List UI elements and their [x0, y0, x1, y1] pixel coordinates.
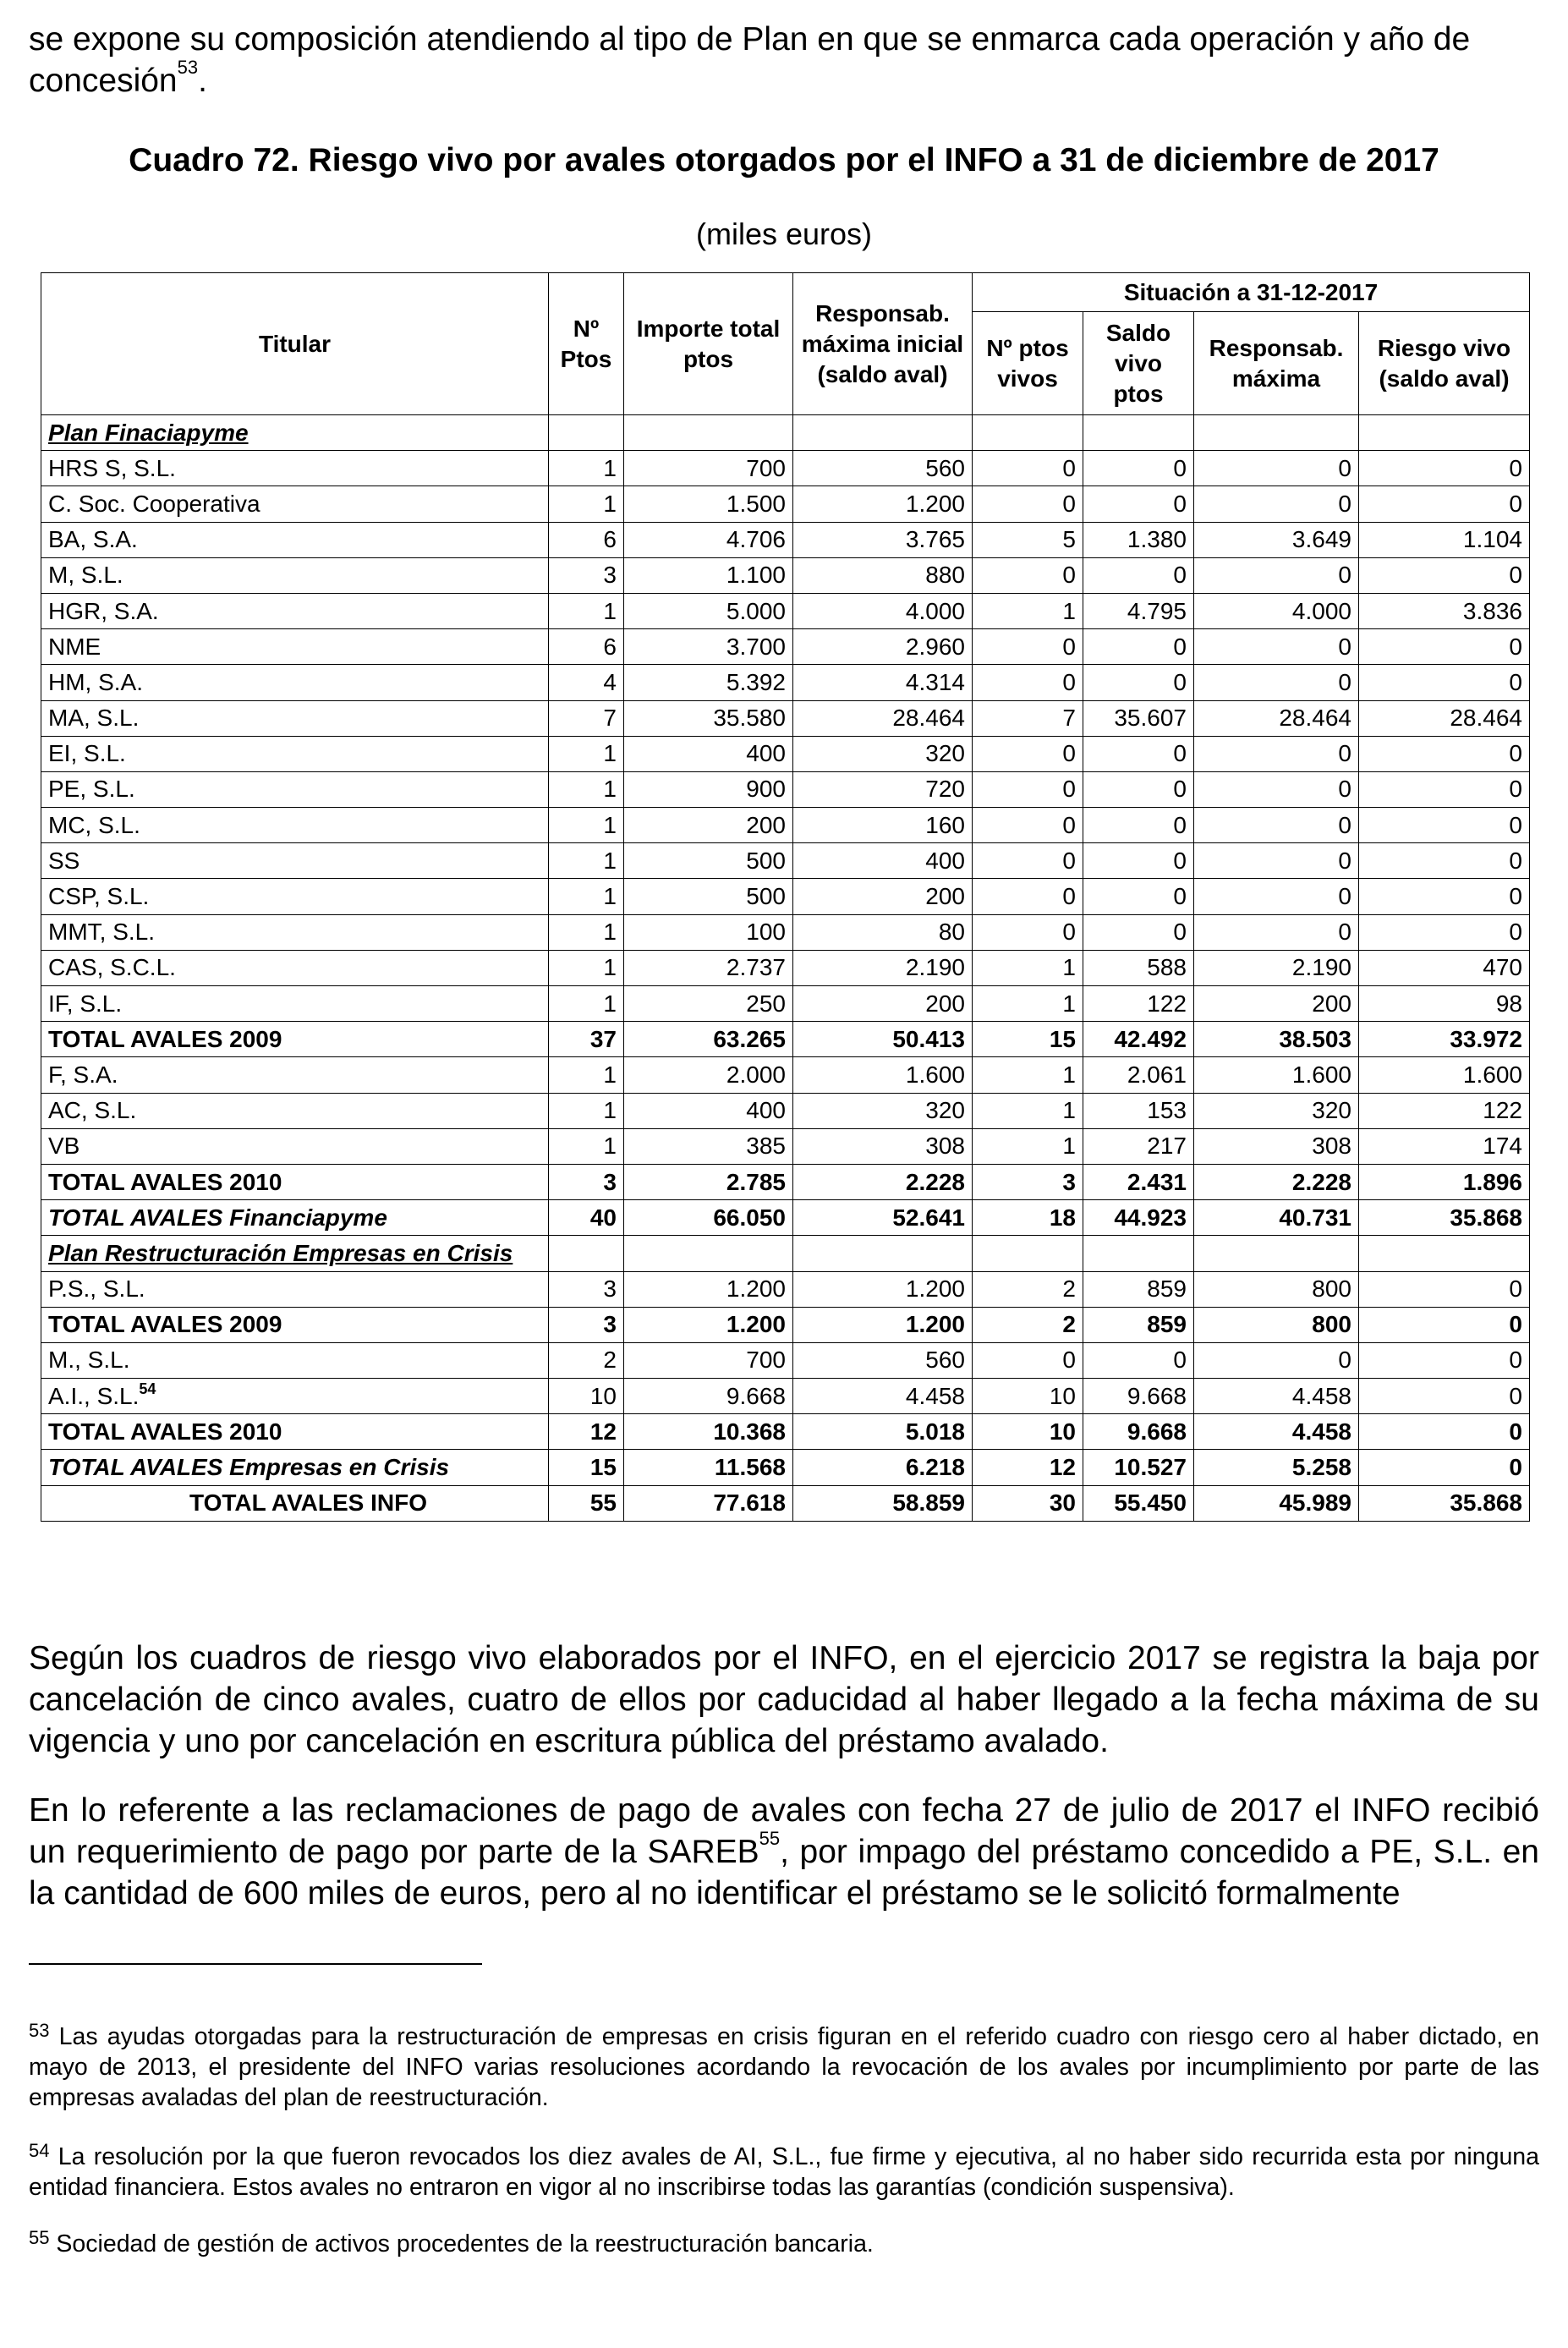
cell-value: 200 — [624, 808, 793, 843]
cell-value: 0 — [1359, 771, 1530, 807]
table-row — [41, 629, 1530, 665]
table-row — [41, 1379, 1530, 1414]
cell-value: 500 — [624, 879, 793, 914]
total-row — [41, 1307, 1530, 1342]
table-row — [41, 843, 1530, 879]
total-row — [41, 1164, 1530, 1199]
cell-value: 0 — [1083, 771, 1194, 807]
cell-titular: EI, S.L. — [41, 736, 549, 771]
table-caption: Cuadro 72. Riesgo vivo por avales otorgados por el INFO a 31 de diciembre de 2017 — [129, 142, 1439, 178]
cell-value: 77.618 — [624, 1485, 793, 1521]
table-row — [41, 700, 1530, 736]
cell-value: 400 — [624, 1093, 793, 1128]
cell-value: 50.413 — [793, 1022, 973, 1057]
cell-value: 0 — [973, 665, 1083, 700]
cell-titular: PE, S.L. — [41, 771, 549, 807]
cell-value: 308 — [1194, 1128, 1359, 1164]
cell-value: 12 — [549, 1414, 624, 1450]
cell-value: 160 — [793, 808, 973, 843]
cell-value: 63.265 — [624, 1022, 793, 1057]
cell-value: 15 — [549, 1450, 624, 1485]
cell-value: 308 — [793, 1128, 973, 1164]
paragraph-cancelaciones: Según los cuadros de riesgo vivo elaborados por el INFO, en el ejercicio 2017 se registra la baja por cancelación de cinco avales, cuatro de ellos por caducidad al haber llegado a la fecha máxima de su vigencia y uno por cancelación en escritura pública del préstamo avalado. — [29, 1640, 1539, 1759]
cell-value: 0 — [1194, 1342, 1359, 1378]
cell-value: 700 — [624, 1342, 793, 1378]
cell-value: 122 — [1359, 1093, 1530, 1128]
cell-value: 0 — [1359, 1342, 1530, 1378]
cell-value: 37 — [549, 1022, 624, 1057]
cell-value: 0 — [1359, 1450, 1530, 1485]
cell-value: 1 — [549, 808, 624, 843]
cell-value: 1 — [549, 1128, 624, 1164]
cell-value: 0 — [1194, 629, 1359, 665]
cell-value: 3 — [549, 1164, 624, 1199]
cell-value: 0 — [973, 1342, 1083, 1378]
cell-value: 2.228 — [1194, 1164, 1359, 1199]
table-row — [41, 771, 1530, 807]
cell-value: 15 — [973, 1022, 1083, 1057]
cell-titular: TOTAL AVALES 2010 — [41, 1414, 549, 1450]
cell-value: 1 — [549, 486, 624, 522]
cell-value: 44.923 — [1083, 1200, 1194, 1236]
cell-value: 38.503 — [1194, 1022, 1359, 1057]
cell-value: 2.785 — [624, 1164, 793, 1199]
table-row — [41, 986, 1530, 1022]
cell-titular: NME — [41, 629, 549, 665]
cell-value: 1.200 — [793, 486, 973, 522]
cell-value: 1 — [549, 986, 624, 1022]
table-row — [41, 593, 1530, 628]
cell-value: 900 — [624, 771, 793, 807]
cell-value: 0 — [1194, 736, 1359, 771]
cell-titular: TOTAL AVALES 2010 — [41, 1164, 549, 1199]
cell-titular: CSP, S.L. — [41, 879, 549, 914]
cell-value: 320 — [1194, 1093, 1359, 1128]
cell-value: 800 — [1194, 1307, 1359, 1342]
cell-titular: TOTAL AVALES 2009 — [41, 1022, 549, 1057]
cell-value: 0 — [1194, 914, 1359, 950]
cell-value: 1 — [973, 1057, 1083, 1093]
cell-value: 859 — [1083, 1307, 1194, 1342]
header-resp-maxima: Responsab. máxima — [1194, 312, 1359, 415]
cell-value: 40.731 — [1194, 1200, 1359, 1236]
cell-value: 0 — [973, 914, 1083, 950]
cell-value: 4.000 — [793, 593, 973, 628]
cell-value: 2.061 — [1083, 1057, 1194, 1093]
cell-value: 5 — [973, 522, 1083, 557]
header-n-ptos: Nº Ptos — [549, 273, 624, 415]
table-row — [41, 557, 1530, 593]
cell-titular: A.I., S.L.$^{54}$ — [41, 1379, 549, 1414]
cell-value: 11.568 — [624, 1450, 793, 1485]
cell-value: 3 — [549, 1307, 624, 1342]
cell-value: 0 — [1083, 843, 1194, 879]
cell-value: 1 — [973, 593, 1083, 628]
cell-value: 1 — [549, 451, 624, 486]
header-saldo-vivo: Saldo vivo ptos — [1083, 312, 1194, 415]
cell-value: 0 — [1359, 451, 1530, 486]
cell-value: 28.464 — [1359, 700, 1530, 736]
cell-value: 45.989 — [1194, 1485, 1359, 1521]
cell-value: 5.392 — [624, 665, 793, 700]
footnote-53: $^{53}$ Las ayudas otorgadas para la restructuración de empresas en crisis figuran en el referido cuadro con riesgo cero al haber dictado, en mayo de 2013, el presidente del INFO varias resoluciones acordando la revocación de los avales por incumplimiento por parte de las empresas avaladas del plan de reestructuración. — [29, 2020, 1539, 2111]
header-resp-inicial: Responsab. máxima inicial (saldo aval) — [793, 273, 973, 415]
cell-value: 1 — [549, 1093, 624, 1128]
cell-value: 5.018 — [793, 1414, 973, 1450]
cell-value: 0 — [1083, 486, 1194, 522]
cell-value: 4.458 — [793, 1379, 973, 1414]
cell-value: 2.431 — [1083, 1164, 1194, 1199]
cell-value: 1 — [549, 879, 624, 914]
cell-value: 0 — [1083, 1342, 1194, 1378]
cell-titular: BA, S.A. — [41, 522, 549, 557]
cell-value: 1.380 — [1083, 522, 1194, 557]
cell-value: 35.580 — [624, 700, 793, 736]
table-row — [41, 1128, 1530, 1164]
cell-value: 0 — [1083, 451, 1194, 486]
footnote-ref-55[interactable]: 55 — [759, 1828, 781, 1849]
table-body — [41, 415, 1530, 1522]
cell-value: 0 — [1359, 557, 1530, 593]
cell-value: 122 — [1083, 986, 1194, 1022]
cell-value: 200 — [1194, 986, 1359, 1022]
total-row — [41, 1414, 1530, 1450]
cell-value: 0 — [1359, 736, 1530, 771]
footnote-ref-54[interactable]: 54 — [139, 1380, 156, 1397]
grand-total-row — [41, 1485, 1530, 1521]
cell-value: 1.896 — [1359, 1164, 1530, 1199]
section-title: Plan Restructuración Empresas en Crisis — [41, 1236, 549, 1271]
cell-value: 0 — [1359, 843, 1530, 879]
cell-titular: MA, S.L. — [41, 700, 549, 736]
table-row — [41, 1342, 1530, 1378]
cell-value: 0 — [1359, 629, 1530, 665]
cell-value: 12 — [973, 1450, 1083, 1485]
cell-value: 0 — [1359, 665, 1530, 700]
cell-value: 10.368 — [624, 1414, 793, 1450]
cell-value: 1 — [973, 1093, 1083, 1128]
cell-value: 320 — [793, 1093, 973, 1128]
table-row — [41, 1093, 1530, 1128]
cell-value: 5.258 — [1194, 1450, 1359, 1485]
table-row — [41, 1057, 1530, 1093]
cell-value: 98 — [1359, 986, 1530, 1022]
cell-value: 66.050 — [624, 1200, 793, 1236]
cell-value: 0 — [973, 451, 1083, 486]
cell-value: 33.972 — [1359, 1022, 1530, 1057]
cell-value: 1 — [549, 950, 624, 985]
cell-value: 4.706 — [624, 522, 793, 557]
cell-value: 0 — [1083, 914, 1194, 950]
cell-value: 3.649 — [1194, 522, 1359, 557]
cell-value: 1.600 — [793, 1057, 973, 1093]
cell-value: 4.795 — [1083, 593, 1194, 628]
cell-value: 1 — [549, 1057, 624, 1093]
cell-value: 0 — [1359, 1307, 1530, 1342]
cell-value: 1 — [973, 950, 1083, 985]
table-row — [41, 522, 1530, 557]
cell-value: 588 — [1083, 950, 1194, 985]
cell-value: 1.200 — [793, 1271, 973, 1307]
cell-value: 1.200 — [793, 1307, 973, 1342]
section-row — [41, 1236, 1530, 1271]
header-titular: Titular — [41, 273, 549, 415]
table-row — [41, 950, 1530, 985]
cell-titular: HGR, S.A. — [41, 593, 549, 628]
cell-value: 320 — [793, 736, 973, 771]
cell-value: 1 — [549, 736, 624, 771]
cell-value: 9.668 — [1083, 1379, 1194, 1414]
cell-value: 35.868 — [1359, 1485, 1530, 1521]
cell-value: 40 — [549, 1200, 624, 1236]
cell-value: 4.458 — [1194, 1414, 1359, 1450]
cell-titular: TOTAL AVALES INFO — [41, 1485, 549, 1521]
cell-value: 0 — [973, 557, 1083, 593]
cell-value: 250 — [624, 986, 793, 1022]
cell-value: 0 — [973, 879, 1083, 914]
cell-value: 2.190 — [1194, 950, 1359, 985]
cell-value: 2.190 — [793, 950, 973, 985]
cell-value: 0 — [973, 736, 1083, 771]
cell-titular: TOTAL AVALES 2009 — [41, 1307, 549, 1342]
cell-value: 7 — [973, 700, 1083, 736]
cell-value: 1 — [973, 986, 1083, 1022]
section-title: Plan Finaciapyme — [41, 415, 549, 451]
cell-value: 0 — [1359, 1414, 1530, 1450]
table-row — [41, 879, 1530, 914]
cell-value: 6 — [549, 629, 624, 665]
cell-value: 0 — [1083, 629, 1194, 665]
footnote-55: $^{55}$ Sociedad de gestión de activos procedentes de la reestructuración bancaria. — [29, 2227, 874, 2257]
cell-value: 200 — [793, 986, 973, 1022]
cell-value: 1.200 — [624, 1271, 793, 1307]
header-riesgo-vivo: Riesgo vivo (saldo aval) — [1359, 312, 1530, 415]
table-row — [41, 665, 1530, 700]
cell-value: 2 — [973, 1271, 1083, 1307]
table-row — [41, 486, 1530, 522]
cell-value: 4 — [549, 665, 624, 700]
cell-value: 7 — [549, 700, 624, 736]
cell-value: 1 — [549, 771, 624, 807]
cell-value: 800 — [1194, 1271, 1359, 1307]
cell-value: 9.668 — [1083, 1414, 1194, 1450]
cell-titular: F, S.A. — [41, 1057, 549, 1093]
cell-titular: AC, S.L. — [41, 1093, 549, 1128]
cell-value: 0 — [1194, 843, 1359, 879]
footnote-separator — [29, 1963, 482, 1965]
cell-value: 560 — [793, 1342, 973, 1378]
cell-titular: TOTAL AVALES Financiapyme — [41, 1200, 549, 1236]
avales-table — [41, 272, 1530, 1522]
cell-value: 3.700 — [624, 629, 793, 665]
cell-value: 6 — [549, 522, 624, 557]
cell-value: 0 — [1359, 1271, 1530, 1307]
cell-titular: HRS S, S.L. — [41, 451, 549, 486]
cell-value: 3 — [973, 1164, 1083, 1199]
cell-value: 1.600 — [1194, 1057, 1359, 1093]
cell-value: 200 — [793, 879, 973, 914]
cell-value: 2.000 — [624, 1057, 793, 1093]
footnote-54: $^{54}$ La resolución por la que fueron revocados los diez avales de AI, S.L., fue firme y ejecutiva, al no haber sido recurrida esta por ninguna entidad financiera. Estos avales no entraron en vigor al no inscribirse todas las garantías (condición suspensiva). — [29, 2140, 1540, 2201]
cell-value: 1 — [973, 1128, 1083, 1164]
cell-value: 0 — [1194, 879, 1359, 914]
cell-value: 10.527 — [1083, 1450, 1194, 1485]
table-row — [41, 914, 1530, 950]
cell-value: 0 — [1194, 771, 1359, 807]
cell-titular: VB — [41, 1128, 549, 1164]
cell-value: 2 — [549, 1342, 624, 1378]
cell-value: 400 — [793, 843, 973, 879]
cell-value: 1 — [549, 593, 624, 628]
total-row — [41, 1022, 1530, 1057]
cell-value: 2.960 — [793, 629, 973, 665]
cell-value: 0 — [973, 771, 1083, 807]
cell-value: 4.000 — [1194, 593, 1359, 628]
cell-value: 1.104 — [1359, 522, 1530, 557]
cell-value: 10 — [973, 1414, 1083, 1450]
cell-value: 0 — [1194, 808, 1359, 843]
paragraph-reclamaciones: En lo referente a las reclamaciones de pago de avales con fecha 27 de julio de 2017 el INFO recibió un requerimiento de pago por parte de la SAREB$^{55}$, por impago del préstamo concedido a PE, S.L. en la cantidad de 600 miles de euros, pero al no identificar el préstamo se le solicitó formalmente — [29, 1792, 1539, 1912]
cell-titular: MC, S.L. — [41, 808, 549, 843]
cell-value: 700 — [624, 451, 793, 486]
cell-value: 35.607 — [1083, 700, 1194, 736]
cell-value: 0 — [1194, 451, 1359, 486]
cell-value: 217 — [1083, 1128, 1194, 1164]
cell-value: 30 — [973, 1485, 1083, 1521]
cell-value: 4.458 — [1194, 1379, 1359, 1414]
cell-value: 58.859 — [793, 1485, 973, 1521]
cell-value: 1.100 — [624, 557, 793, 593]
cell-value: 100 — [624, 914, 793, 950]
cell-value: 10 — [973, 1379, 1083, 1414]
cell-value: 2 — [973, 1307, 1083, 1342]
header-situacion: Situación a 31-12-2017 — [973, 273, 1530, 312]
cell-value: 400 — [624, 736, 793, 771]
cell-titular: P.S., S.L. — [41, 1271, 549, 1307]
cell-value: 3.836 — [1359, 593, 1530, 628]
cell-value: 0 — [1083, 665, 1194, 700]
plan-total-row — [41, 1450, 1530, 1485]
cell-value: 0 — [973, 629, 1083, 665]
table-row — [41, 451, 1530, 486]
cell-value: 3 — [549, 1271, 624, 1307]
section-row — [41, 415, 1530, 451]
cell-value: 560 — [793, 451, 973, 486]
cell-value: 28.464 — [1194, 700, 1359, 736]
cell-value: 1 — [549, 843, 624, 879]
cell-value: 80 — [793, 914, 973, 950]
table-units: (miles euros) — [695, 217, 873, 251]
cell-value: 0 — [973, 808, 1083, 843]
cell-titular: M, S.L. — [41, 557, 549, 593]
cell-value: 18 — [973, 1200, 1083, 1236]
cell-value: 0 — [973, 486, 1083, 522]
cell-value: 4.314 — [793, 665, 973, 700]
cell-value: 52.641 — [793, 1200, 973, 1236]
cell-value: 0 — [1083, 736, 1194, 771]
table-row — [41, 736, 1530, 771]
cell-value: 0 — [1359, 486, 1530, 522]
table-row — [41, 808, 1530, 843]
cell-value: 2.737 — [624, 950, 793, 985]
cell-titular: TOTAL AVALES Empresas en Crisis — [41, 1450, 549, 1485]
cell-value: 9.668 — [624, 1379, 793, 1414]
cell-value: 0 — [1083, 808, 1194, 843]
cell-titular: MMT, S.L. — [41, 914, 549, 950]
plan-total-row — [41, 1200, 1530, 1236]
cell-value: 0 — [1359, 879, 1530, 914]
cell-value: 0 — [1083, 557, 1194, 593]
cell-value: 35.868 — [1359, 1200, 1530, 1236]
cell-value: 0 — [1194, 557, 1359, 593]
cell-value: 1.200 — [624, 1307, 793, 1342]
cell-value: 5.000 — [624, 593, 793, 628]
cell-value: 6.218 — [793, 1450, 973, 1485]
cell-value: 2.228 — [793, 1164, 973, 1199]
cell-value: 1.600 — [1359, 1057, 1530, 1093]
intro-line-2: concesión — [29, 63, 178, 99]
cell-value: 1.500 — [624, 486, 793, 522]
cell-value: 0 — [1194, 665, 1359, 700]
cell-titular: SS — [41, 843, 549, 879]
cell-value: 0 — [1359, 1379, 1530, 1414]
cell-titular: C. Soc. Cooperativa — [41, 486, 549, 522]
cell-value: 3 — [549, 557, 624, 593]
intro-line-1: se expone su composición atendiendo al tipo de Plan en que se enmarca cada operación y año de — [29, 21, 1471, 58]
cell-value: 859 — [1083, 1271, 1194, 1307]
cell-value: 3.765 — [793, 522, 973, 557]
intro-paragraph: se expone su composición atendiendo al tipo de Plan en que se enmarca cada operación y año de concesión$^{53}$. — [29, 21, 1471, 99]
cell-value: 385 — [624, 1128, 793, 1164]
cell-value: 720 — [793, 771, 973, 807]
table-row — [41, 1271, 1530, 1307]
header-n-vivos: Nº ptos vivos — [973, 312, 1083, 415]
cell-value: 470 — [1359, 950, 1530, 985]
cell-value: 153 — [1083, 1093, 1194, 1128]
cell-value: 0 — [1359, 914, 1530, 950]
cell-value: 174 — [1359, 1128, 1530, 1164]
cell-value: 0 — [1359, 808, 1530, 843]
cell-value: 0 — [1194, 486, 1359, 522]
cell-titular: M., S.L. — [41, 1342, 549, 1378]
cell-titular: HM, S.A. — [41, 665, 549, 700]
cell-value: 42.492 — [1083, 1022, 1194, 1057]
cell-value: 500 — [624, 843, 793, 879]
header-importe: Importe total ptos — [624, 273, 793, 415]
cell-value: 1 — [549, 914, 624, 950]
cell-value: 10 — [549, 1379, 624, 1414]
cell-value: 28.464 — [793, 700, 973, 736]
cell-titular: IF, S.L. — [41, 986, 549, 1022]
footnote-ref-53[interactable]: 53 — [177, 57, 199, 78]
cell-value: 0 — [973, 843, 1083, 879]
cell-titular: CAS, S.C.L. — [41, 950, 549, 985]
cell-value: 880 — [793, 557, 973, 593]
cell-value: 0 — [1083, 879, 1194, 914]
cell-value: 55 — [549, 1485, 624, 1521]
cell-value: 55.450 — [1083, 1485, 1194, 1521]
